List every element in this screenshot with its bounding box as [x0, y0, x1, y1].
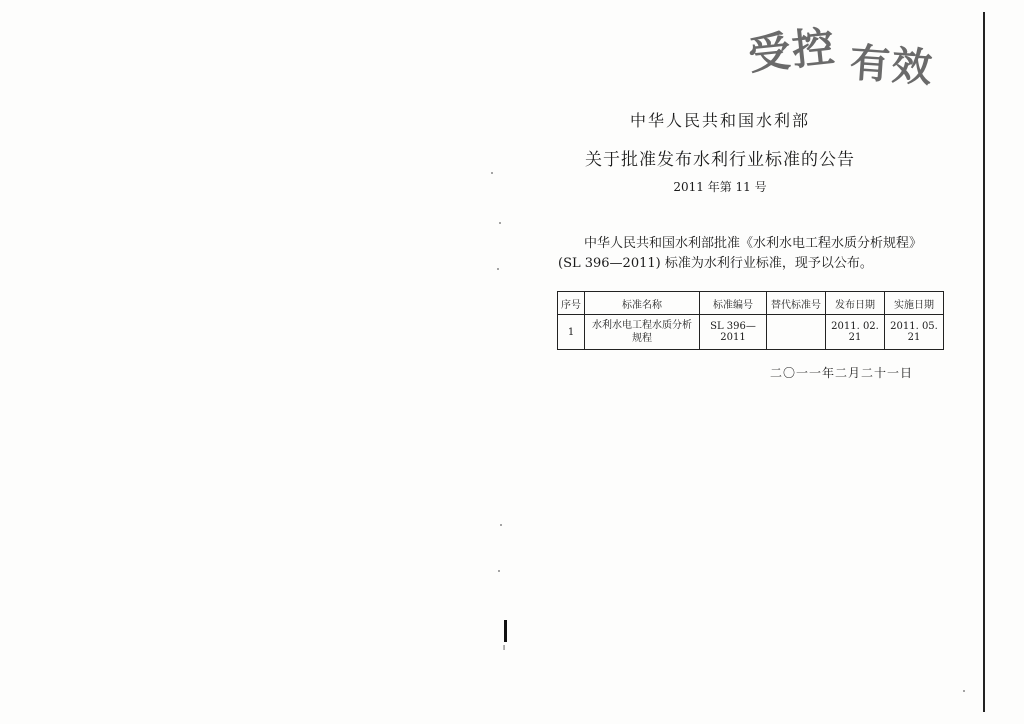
table-header-row [558, 292, 944, 315]
scan-speck [500, 524, 502, 526]
announcement-title: 关于批准发布水利行业标准的公告 [585, 150, 855, 170]
body-paragraph-2: (SL 396—2011) 标准为水利行业标准，现予以公布。 [558, 256, 873, 271]
controlled-stamp: 受控 [745, 21, 839, 80]
header-seq: 序号 [558, 292, 585, 315]
announcement-number: 2011 年第 11 号 [673, 180, 767, 194]
cell-implement-date: 2011. 05. 21 [885, 315, 944, 350]
scan-speck [497, 268, 499, 270]
header-implement-date: 实施日期 [885, 292, 944, 315]
table-row [558, 315, 944, 350]
header-replaced: 替代标准号 [767, 292, 826, 315]
scan-speck [491, 172, 493, 174]
header-publish-date: 发布日期 [826, 292, 885, 315]
cell-replaced [767, 315, 826, 350]
page-edge-line [983, 12, 985, 712]
scan-speck [963, 690, 965, 692]
issue-date: 二〇一一年二月二十一日 [770, 366, 914, 380]
cell-publish-date: 2011. 02. 21 [826, 315, 885, 350]
gutter-mark [504, 620, 507, 642]
header-code: 标准编号 [700, 292, 767, 315]
cell-code: SL 396—2011 [700, 315, 767, 350]
ministry-name: 中华人民共和国水利部 [629, 111, 810, 130]
announcement-body [558, 234, 938, 274]
cell-name: 水利水电工程水质分析规程 [585, 315, 700, 350]
header-name: 标准名称 [585, 292, 700, 315]
gutter-mark-label: I [503, 644, 506, 652]
scan-speck [499, 222, 501, 224]
scan-speck [498, 570, 500, 572]
valid-stamp: 有效 [848, 39, 936, 92]
cell-seq: 1 [558, 315, 585, 350]
body-paragraph-1: 中华人民共和国水利部批准《水利水电工程水质分析规程》 [584, 236, 923, 251]
standards-table [557, 291, 944, 350]
